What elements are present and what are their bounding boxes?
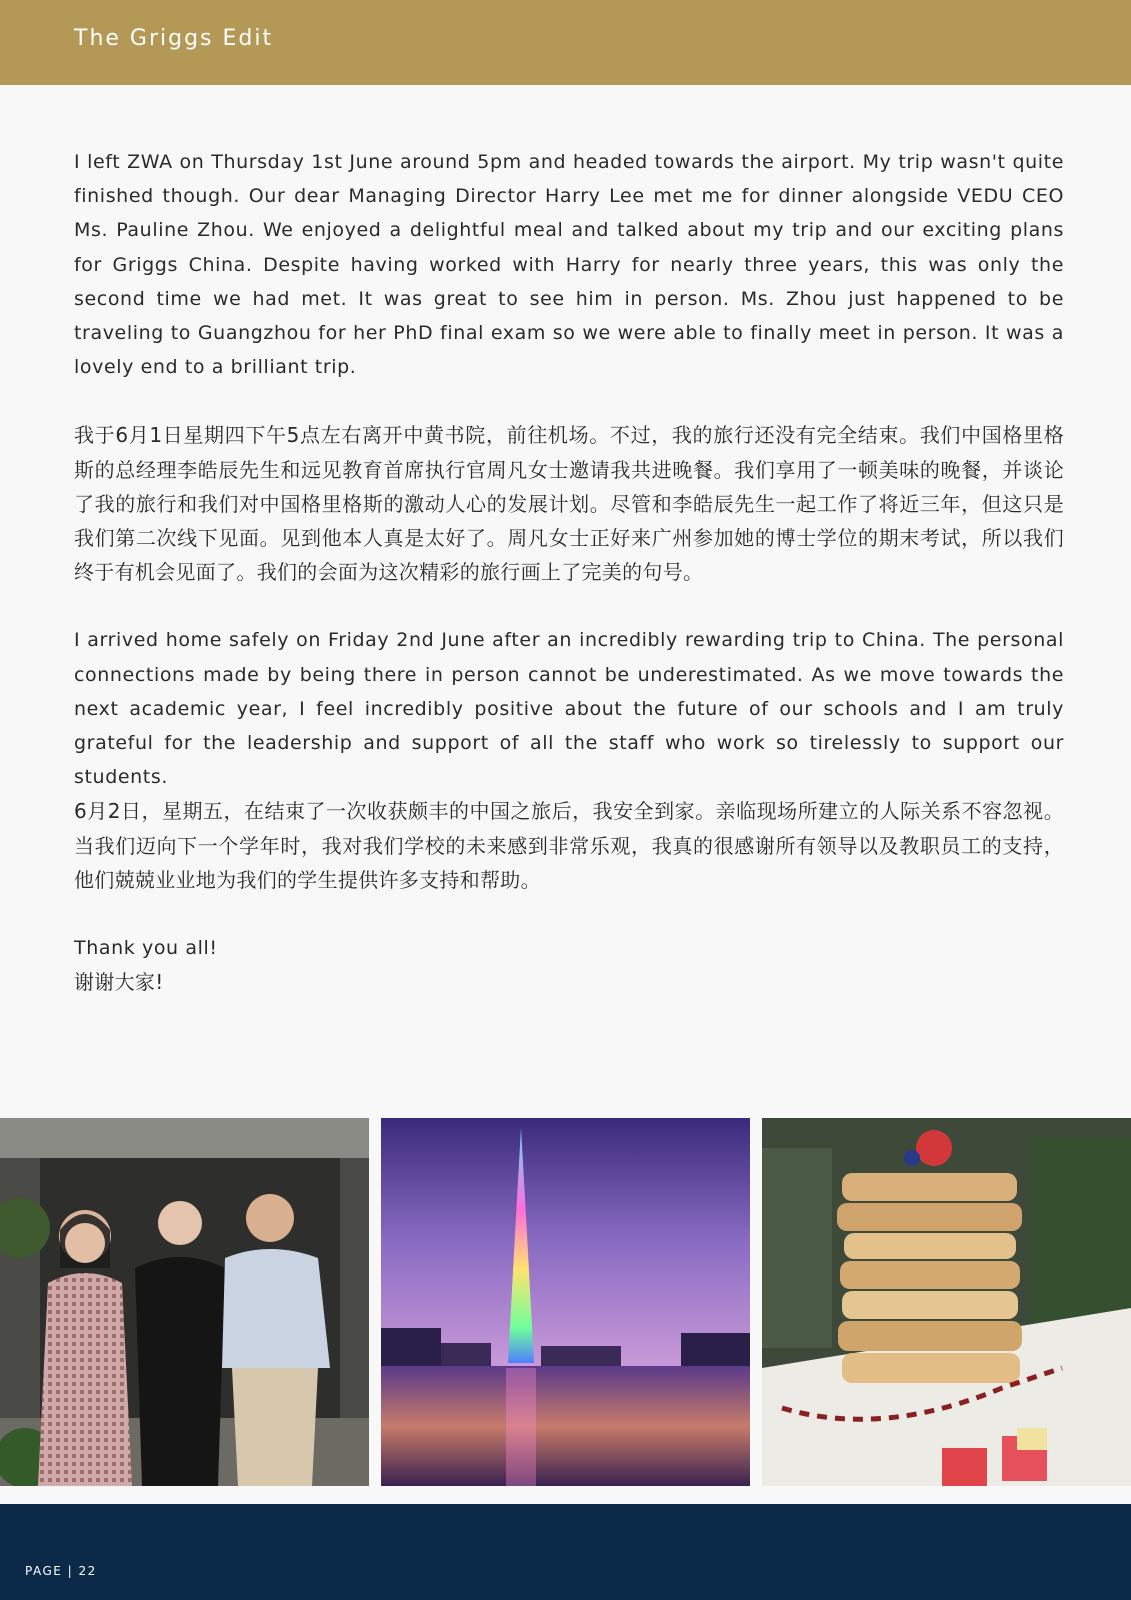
paragraph-1-en: I left ZWA on Thursday 1st June around 5pm and headed towards the airport. My trip wasn't quite finished though. Our dear Managing Director Harry Lee met me for dinner alongside VEDU CEO Ms. Pauline Zhou. We enjoyed a delightful meal and talked about my trip and our exciting plans for Griggs China. Despite having worked with Harry for nearly three years, this was only the second time we had met. It was great to see him in person. Ms. Zhou just happened to be traveling to Guangzhou for her PhD final exam so we were able to finally meet in person. It was a lovely end to a brilliant trip. [74, 151, 1064, 379]
thanks-en: Thank you all! [74, 937, 218, 960]
footer-bar [0, 1504, 1131, 1600]
canton-tower-photo [381, 1118, 750, 1486]
page-number: PAGE | 22 [25, 1564, 97, 1578]
thanks-zh: 谢谢大家! [74, 970, 164, 995]
paragraph-2-zh: 6月2日，星期五，在结束了一次收获颇丰的中国之旅后，我安全到家。亲临现场所建立的人际关系不容忽视。当我们迈向下一个学年时，我对我们学校的未来感到非常乐观，我真的很感谢所有领导以及教职员工的支持，他们兢兢业业地为我们的学生提供许多支持和帮助。 [74, 799, 1064, 892]
paragraph-1-zh: 我于6月1日星期四下午5点左右离开中黄书院，前往机场。不过，我的旅行还没有完全结束。我们中国格里格斯的总经理李皓辰先生和远见教育首席执行官周凡女士邀请我共进晚餐。我们享用了一顿美味的晚餐，并谈论了我的旅行和我们对中国格里格斯的激动人心的发展计划。尽管和李皓辰先生一起工作了将近三年，但这只是我们第二次线下见面。见到他本人真是太好了。周凡女士正好来广州参加她的博士学位的期末考试，所以我们终于有机会见面了。我们的会面为这次精彩的旅行画上了完美的句号。 [74, 423, 1064, 585]
photo-strip [0, 1118, 1131, 1486]
article-body [74, 145, 1064, 999]
group-photo [0, 1118, 369, 1486]
dessert-photo [762, 1118, 1131, 1486]
paragraph-2-en: I arrived home safely on Friday 2nd June after an incredibly rewarding trip to China. The personal connections made by being there in person cannot be underestimated. As we move towards the next academic year, I feel incredibly positive about the future of our schools and I am truly grateful for the leadership and support of all the staff who work so tirelessly to support our students. [74, 629, 1064, 789]
header-bar [0, 0, 1131, 85]
publication-title: The Griggs Edit [74, 26, 274, 51]
